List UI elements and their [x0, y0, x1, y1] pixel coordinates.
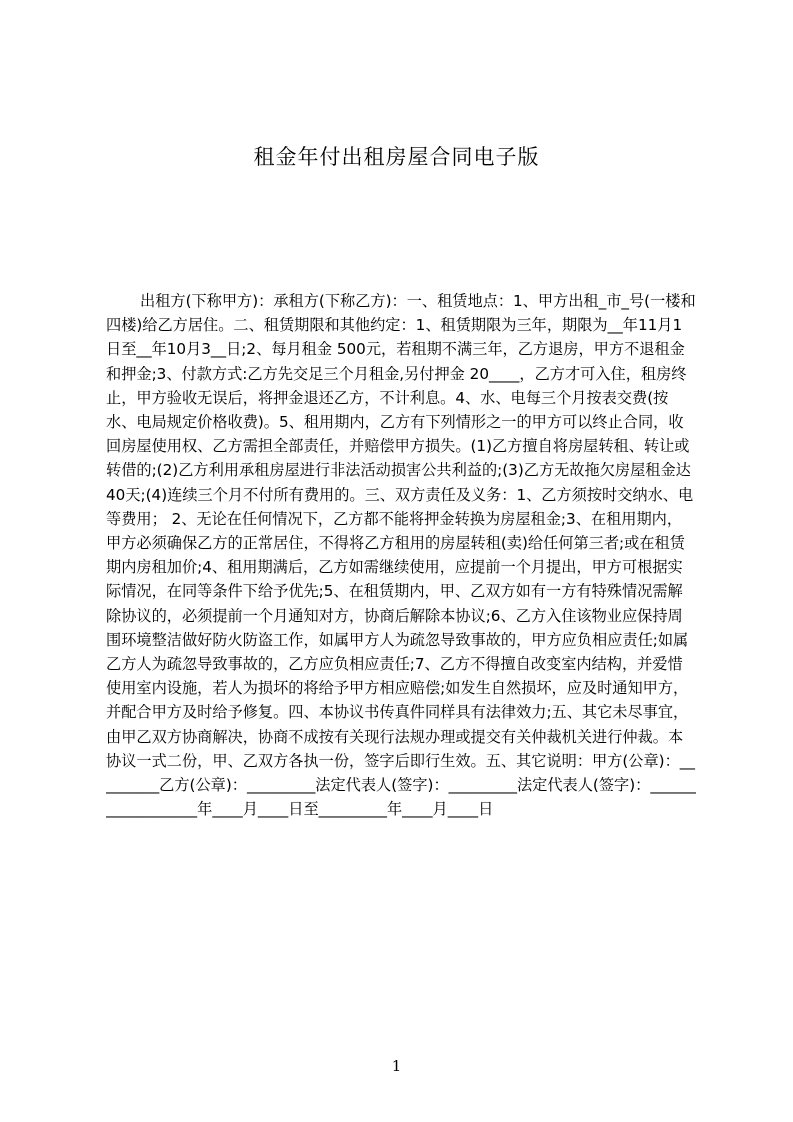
contract-body-text: 出租方(下称甲方)：承租方(下称乙方)：一、租赁地点：1、甲方出租_市_号(一楼和四楼)给乙方居住。二、租赁期限和其他约定：1、租赁期限为三年，期限为__年11月1日至__年10月3__日;2、每月租金 500元，若租期不满三年，乙方退房，甲方不退租金和押金;3、付款方式:乙方先交足三个月租金,另付押金 20____，乙方才可入住，租房终止，甲方验收无误后，将押金退还乙方，不计利息。4、水、电每三个月按表交费(按水、电局规定价格收费)。5、租用期内，乙方有下列情形之一的甲方可以终止合同，收回房屋使用权、乙方需担全部责任，并赔偿甲方损失。(1)乙方擅自将房屋转租、转让或转借的;(2)乙方利用承租房屋进行非法活动损害公共利益的;(3)乙方无故拖欠房屋租金达40天;(4)连续三个月不付所有费用的。三、双方责任及义务：1、乙方须按时交纳水、电等费用； 2、无论在任何情况下，乙方都不能将押金转换为房屋租金;3、在租用期内，甲方必须确保乙方的正常居住，不得将乙方租用的房屋转租(卖)给任何第三者;或在租赁期内房租加价;4、租用期满后，乙方如需继续使用，应提前一个月提出，甲方可根据实际情况，在同等条件下给予优先;5、在租赁期内，甲、乙双方如有一方有特殊情况需解除协议的，必须提前一个月通知对方，协商后解除本协议;6、乙方入住该物业应保持周围环境整洁做好防火防盗工作，如属甲方人为疏忽导致事故的，甲方应负相应责任;如属乙方人为疏忽导致事故的，乙方应负相应责任;7、乙方不得擅自改变室内结构，并爱惜使用室内设施，若人为损坏的将给予甲方相应赔偿;如发生自然损坏，应及时通知甲方，并配合甲方及时给予修复。四、本协议书传真件同样具有法律效力;五、其它未尽事宜，由甲乙双方协商解决，协商不成按有关现行法规办理或提交有关仲裁机关进行仲裁。本协议一式二份，甲、乙双方各执一份，签字后即行生效。五、其它说明：甲方(公章)：_________乙方(公章)：_________法定代表人(签字)：_________法定代表人(签字)：__________________年____月____日至_________年____月____日: [106, 292, 696, 819]
document-title: 租金年付出租房屋合同电子版: [253, 145, 540, 169]
page-number: 1: [391, 1057, 402, 1075]
